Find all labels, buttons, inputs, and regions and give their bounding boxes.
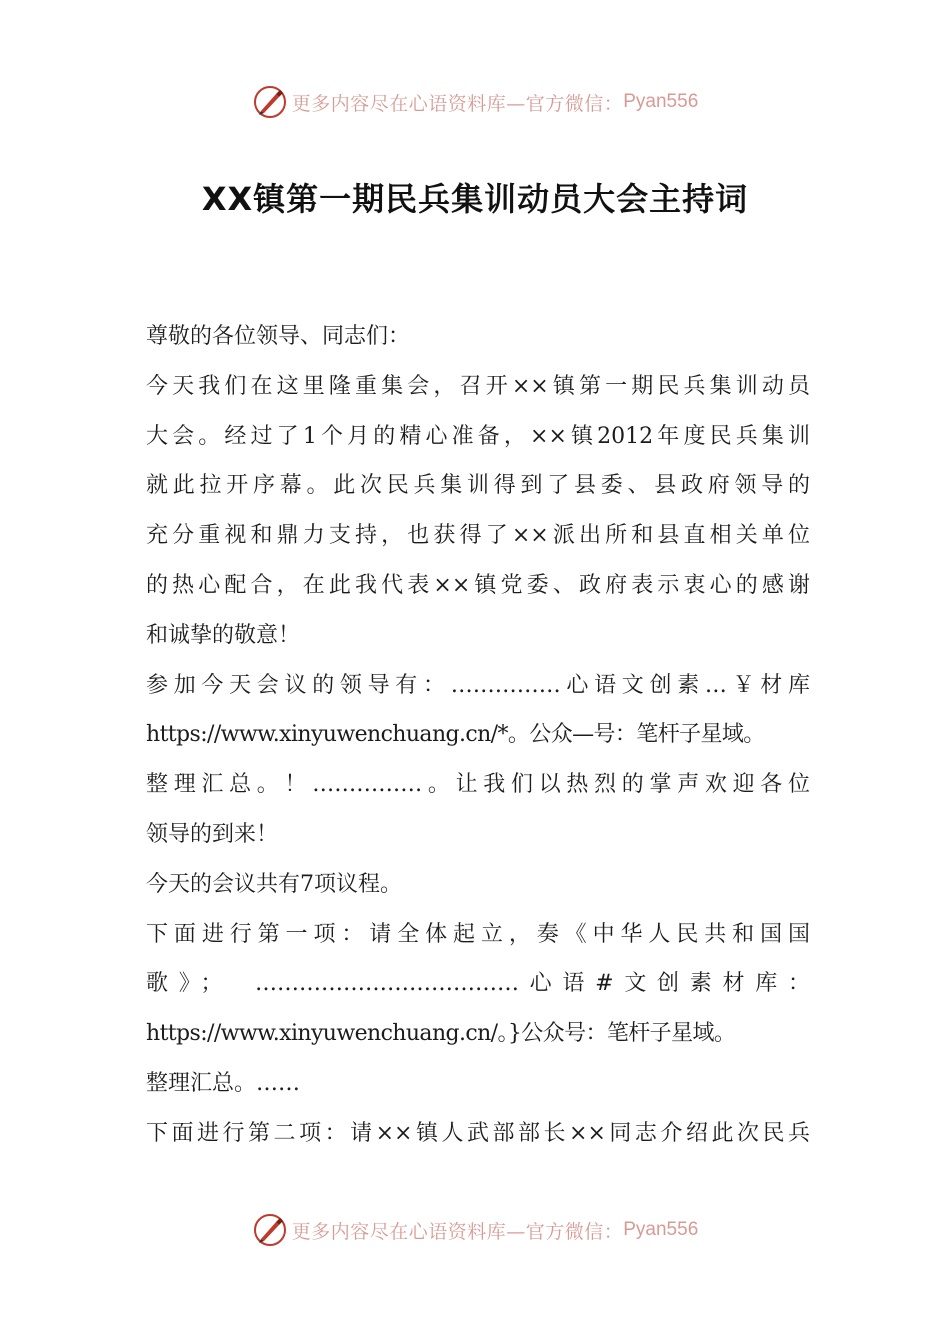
header-banner xyxy=(0,82,950,122)
body-line: 和诚挚的敬意！ xyxy=(146,622,301,648)
body-line: 的热心配合，在此我代表××镇党委、政府表示衷心的感谢 xyxy=(146,572,810,598)
body-line: https://www.xinyuwenchuang.cn/*。公众—号：笔杆子星域。 xyxy=(146,722,765,748)
body-line: 下面进行第二项：请××镇人武部部长××同志介绍此次民兵 xyxy=(146,1120,810,1146)
body-line: 参加今天会议的领导有：……………心语文创素…￥材库 xyxy=(146,672,810,698)
pen-logo-icon xyxy=(252,1212,288,1248)
footer-banner xyxy=(0,1210,950,1250)
body-line: 充分重视和鼎力支持，也获得了××派出所和县直相关单位 xyxy=(146,523,810,549)
body-line: 就此拉开序幕。此次民兵集训得到了县委、县政府领导的 xyxy=(146,473,810,499)
body-line: 整理汇总。！……………。让我们以热烈的掌声欢迎各位 xyxy=(146,772,810,798)
footer-wechat-id: Pyan556 xyxy=(623,1219,699,1240)
body-line: 整理汇总。…… xyxy=(146,1070,301,1096)
body-line: https://www.xinyuwenchuang.cn/。}公众号：笔杆子星域。 xyxy=(146,1021,736,1047)
body-line: 领导的到来！ xyxy=(146,821,279,847)
pen-logo-icon xyxy=(252,84,288,120)
body-line: 今天我们在这里隆重集会，召开××镇第一期民兵集训动员 xyxy=(146,373,810,399)
header-wechat-id: Pyan556 xyxy=(623,91,699,112)
footer-banner-text: 更多内容尽在心语资料库—官方微信： xyxy=(291,1220,624,1243)
body-line: 今天的会议共有7项议程。 xyxy=(146,871,402,897)
document-title: XX镇第一期民兵集训动员大会主持词 xyxy=(201,180,749,218)
body-line: 尊敬的各位领导、同志们： xyxy=(146,324,411,349)
body-line: 下面进行第一项：请全体起立，奏《中华人民共和国国 xyxy=(146,921,810,947)
document-body xyxy=(146,312,810,1159)
header-banner-text: 更多内容尽在心语资料库—官方微信： xyxy=(291,92,624,115)
body-line: 大会。经过了1个月的精心准备，××镇2012年度民兵集训 xyxy=(146,423,810,449)
body-line: 歌》； ………………………………心语#文创素材库： xyxy=(146,971,810,997)
